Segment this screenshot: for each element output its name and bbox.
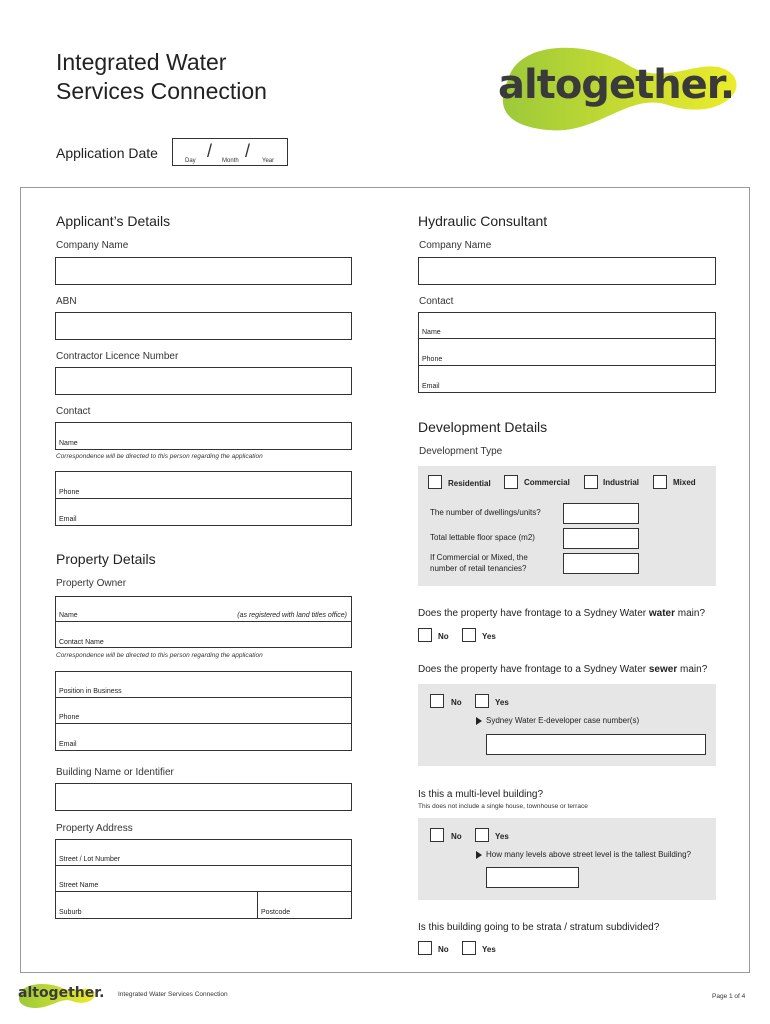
applicant-phone-label: Phone [59,489,80,496]
multilevel-note: This does not include a single house, townhouse or terrace [418,803,588,810]
water-frontage-question [418,608,705,619]
water-yes-checkbox[interactable] [462,628,476,642]
suburb-input[interactable] [55,892,258,919]
sewer-yes-checkbox[interactable] [475,694,489,708]
position-input[interactable] [55,671,352,698]
postcode-label: Postcode [261,909,291,916]
street-lot-label: Street / Lot Number [59,856,121,863]
hydraulic-phone-label: Phone [422,356,443,363]
floor-space-label: Total lettable floor space (m2) [430,533,535,542]
logo-wordmark: altogether. [498,62,735,108]
property-owner-label: Property Owner [56,578,127,589]
postcode-input[interactable] [257,892,352,919]
position-label: Position in Business [59,688,122,695]
water-no-label: No [438,632,449,641]
title-line-2: Services Connection [56,78,267,104]
applicant-phone-input[interactable] [55,471,352,499]
owner-contact-name-label: Contact Name [59,639,104,646]
levels-label: How many levels above street level is the tallest Building? [486,850,691,859]
applicant-email-label: Email [59,516,77,523]
owner-name-input[interactable] [55,596,352,622]
multilevel-no-checkbox[interactable] [430,828,444,842]
hydraulic-name-input[interactable] [418,312,716,339]
altogether-logo [478,40,748,135]
strata-no-checkbox[interactable] [418,941,432,955]
arrow-right-icon [476,717,482,725]
applicant-company-label: Company Name [56,240,129,251]
owner-phone-label: Phone [59,714,80,721]
development-heading: Development Details [418,419,548,435]
owner-name-label: Name [59,612,78,619]
sewer-no-checkbox[interactable] [430,694,444,708]
sewer-frontage-question [418,664,707,675]
hydraulic-contact-label: Contact [419,296,454,307]
edeveloper-label: Sydney Water E-developer case number(s) [486,716,640,725]
page-number: Page 1 of 4 [712,993,746,1000]
abn-label: ABN [56,296,77,307]
hydraulic-company-input[interactable] [418,257,716,285]
applicant-contact-label: Contact [56,406,91,417]
applicant-heading: Applicant’s Details [56,213,171,229]
application-date-label: Application Date [56,145,158,161]
strata-yes-checkbox[interactable] [462,941,476,955]
street-lot-input[interactable] [55,839,352,866]
applicant-company-input[interactable] [55,257,352,285]
owner-email-input[interactable] [55,724,352,751]
footer-logo [14,980,105,1010]
commercial-label: Commercial [524,478,570,487]
mixed-checkbox[interactable] [653,475,667,489]
date-year-label: Year [262,158,275,164]
owner-contact-name-input[interactable] [55,622,352,648]
date-separator: / [207,141,213,161]
street-name-label: Street Name [59,882,99,889]
hydraulic-company-label: Company Name [419,240,492,251]
building-name-input[interactable] [55,783,352,811]
multilevel-yes-label: Yes [495,832,509,841]
hydraulic-heading: Hydraulic Consultant [418,213,548,229]
water-question-end: main? [675,608,706,619]
applicant-correspondence-note: Correspondence will be directed to this person regarding the application [56,453,263,460]
registered-note: (as registered with land titles office) [237,612,347,619]
date-day-label: Day [185,158,196,164]
multilevel-yes-checkbox[interactable] [475,828,489,842]
arrow-right-icon [476,851,482,859]
levels-input[interactable] [486,867,579,888]
multilevel-question: Is this a multi-level building? [418,789,544,800]
development-type-label: Development Type [419,446,503,457]
tenancies-input[interactable] [563,553,639,574]
property-address-label: Property Address [56,823,133,834]
sewer-yes-label: Yes [495,698,509,707]
tenancies-label-1: If Commercial or Mixed, the [430,553,528,562]
water-question-bold: water [648,608,675,619]
applicant-email-input[interactable] [55,499,352,526]
building-name-label: Building Name or Identifier [56,767,174,778]
application-date-field[interactable] [172,138,288,166]
hydraulic-email-input[interactable] [418,366,716,393]
water-question-text: Does the property have frontage to a Sydney Water [418,608,649,619]
multilevel-no-label: No [451,832,462,841]
licence-label: Contractor Licence Number [56,351,179,362]
footer-logo-wordmark: altogether. [18,985,105,1001]
owner-phone-input[interactable] [55,698,352,724]
tenancies-label-2: number of retail tenancies? [430,564,527,573]
commercial-checkbox[interactable] [504,475,518,489]
floor-space-input[interactable] [563,528,639,549]
hydraulic-name-label: Name [422,329,441,336]
hydraulic-phone-input[interactable] [418,339,716,366]
property-heading: Property Details [56,551,156,567]
suburb-label: Suburb [59,909,82,916]
sewer-question-bold: sewer [648,664,678,675]
water-no-checkbox[interactable] [418,628,432,642]
residential-checkbox[interactable] [428,475,442,489]
page-title [56,48,316,106]
strata-no-label: No [438,945,449,954]
dwellings-label: The number of dwellings/units? [430,508,541,517]
mixed-label: Mixed [673,478,696,487]
footer-doc-name: Integrated Water Services Connection [118,991,228,998]
street-name-input[interactable] [55,866,352,892]
edeveloper-input[interactable] [486,734,706,755]
industrial-checkbox[interactable] [584,475,598,489]
dwellings-input[interactable] [563,503,639,524]
date-month-label: Month [222,158,239,164]
residential-label: Residential [448,479,491,488]
water-yes-label: Yes [482,632,496,641]
title-line-1: Integrated Water [56,49,227,75]
licence-input[interactable] [55,367,352,395]
applicant-name-label: Name [59,440,78,447]
sewer-question-end: main? [677,664,708,675]
applicant-contact-name-input[interactable] [55,422,352,450]
abn-input[interactable] [55,312,352,340]
sewer-no-label: No [451,698,462,707]
edeveloper-row [476,716,639,725]
strata-question: Is this building going to be strata / stratum subdivided? [418,922,660,933]
levels-row [476,850,691,859]
hydraulic-email-label: Email [422,383,440,390]
industrial-label: Industrial [603,478,640,487]
date-separator: / [245,141,251,161]
strata-yes-label: Yes [482,945,496,954]
sewer-question-text: Does the property have frontage to a Sydney Water [418,664,649,675]
owner-email-label: Email [59,741,77,748]
owner-correspondence-note: Correspondence will be directed to this person regarding the application [56,652,263,659]
